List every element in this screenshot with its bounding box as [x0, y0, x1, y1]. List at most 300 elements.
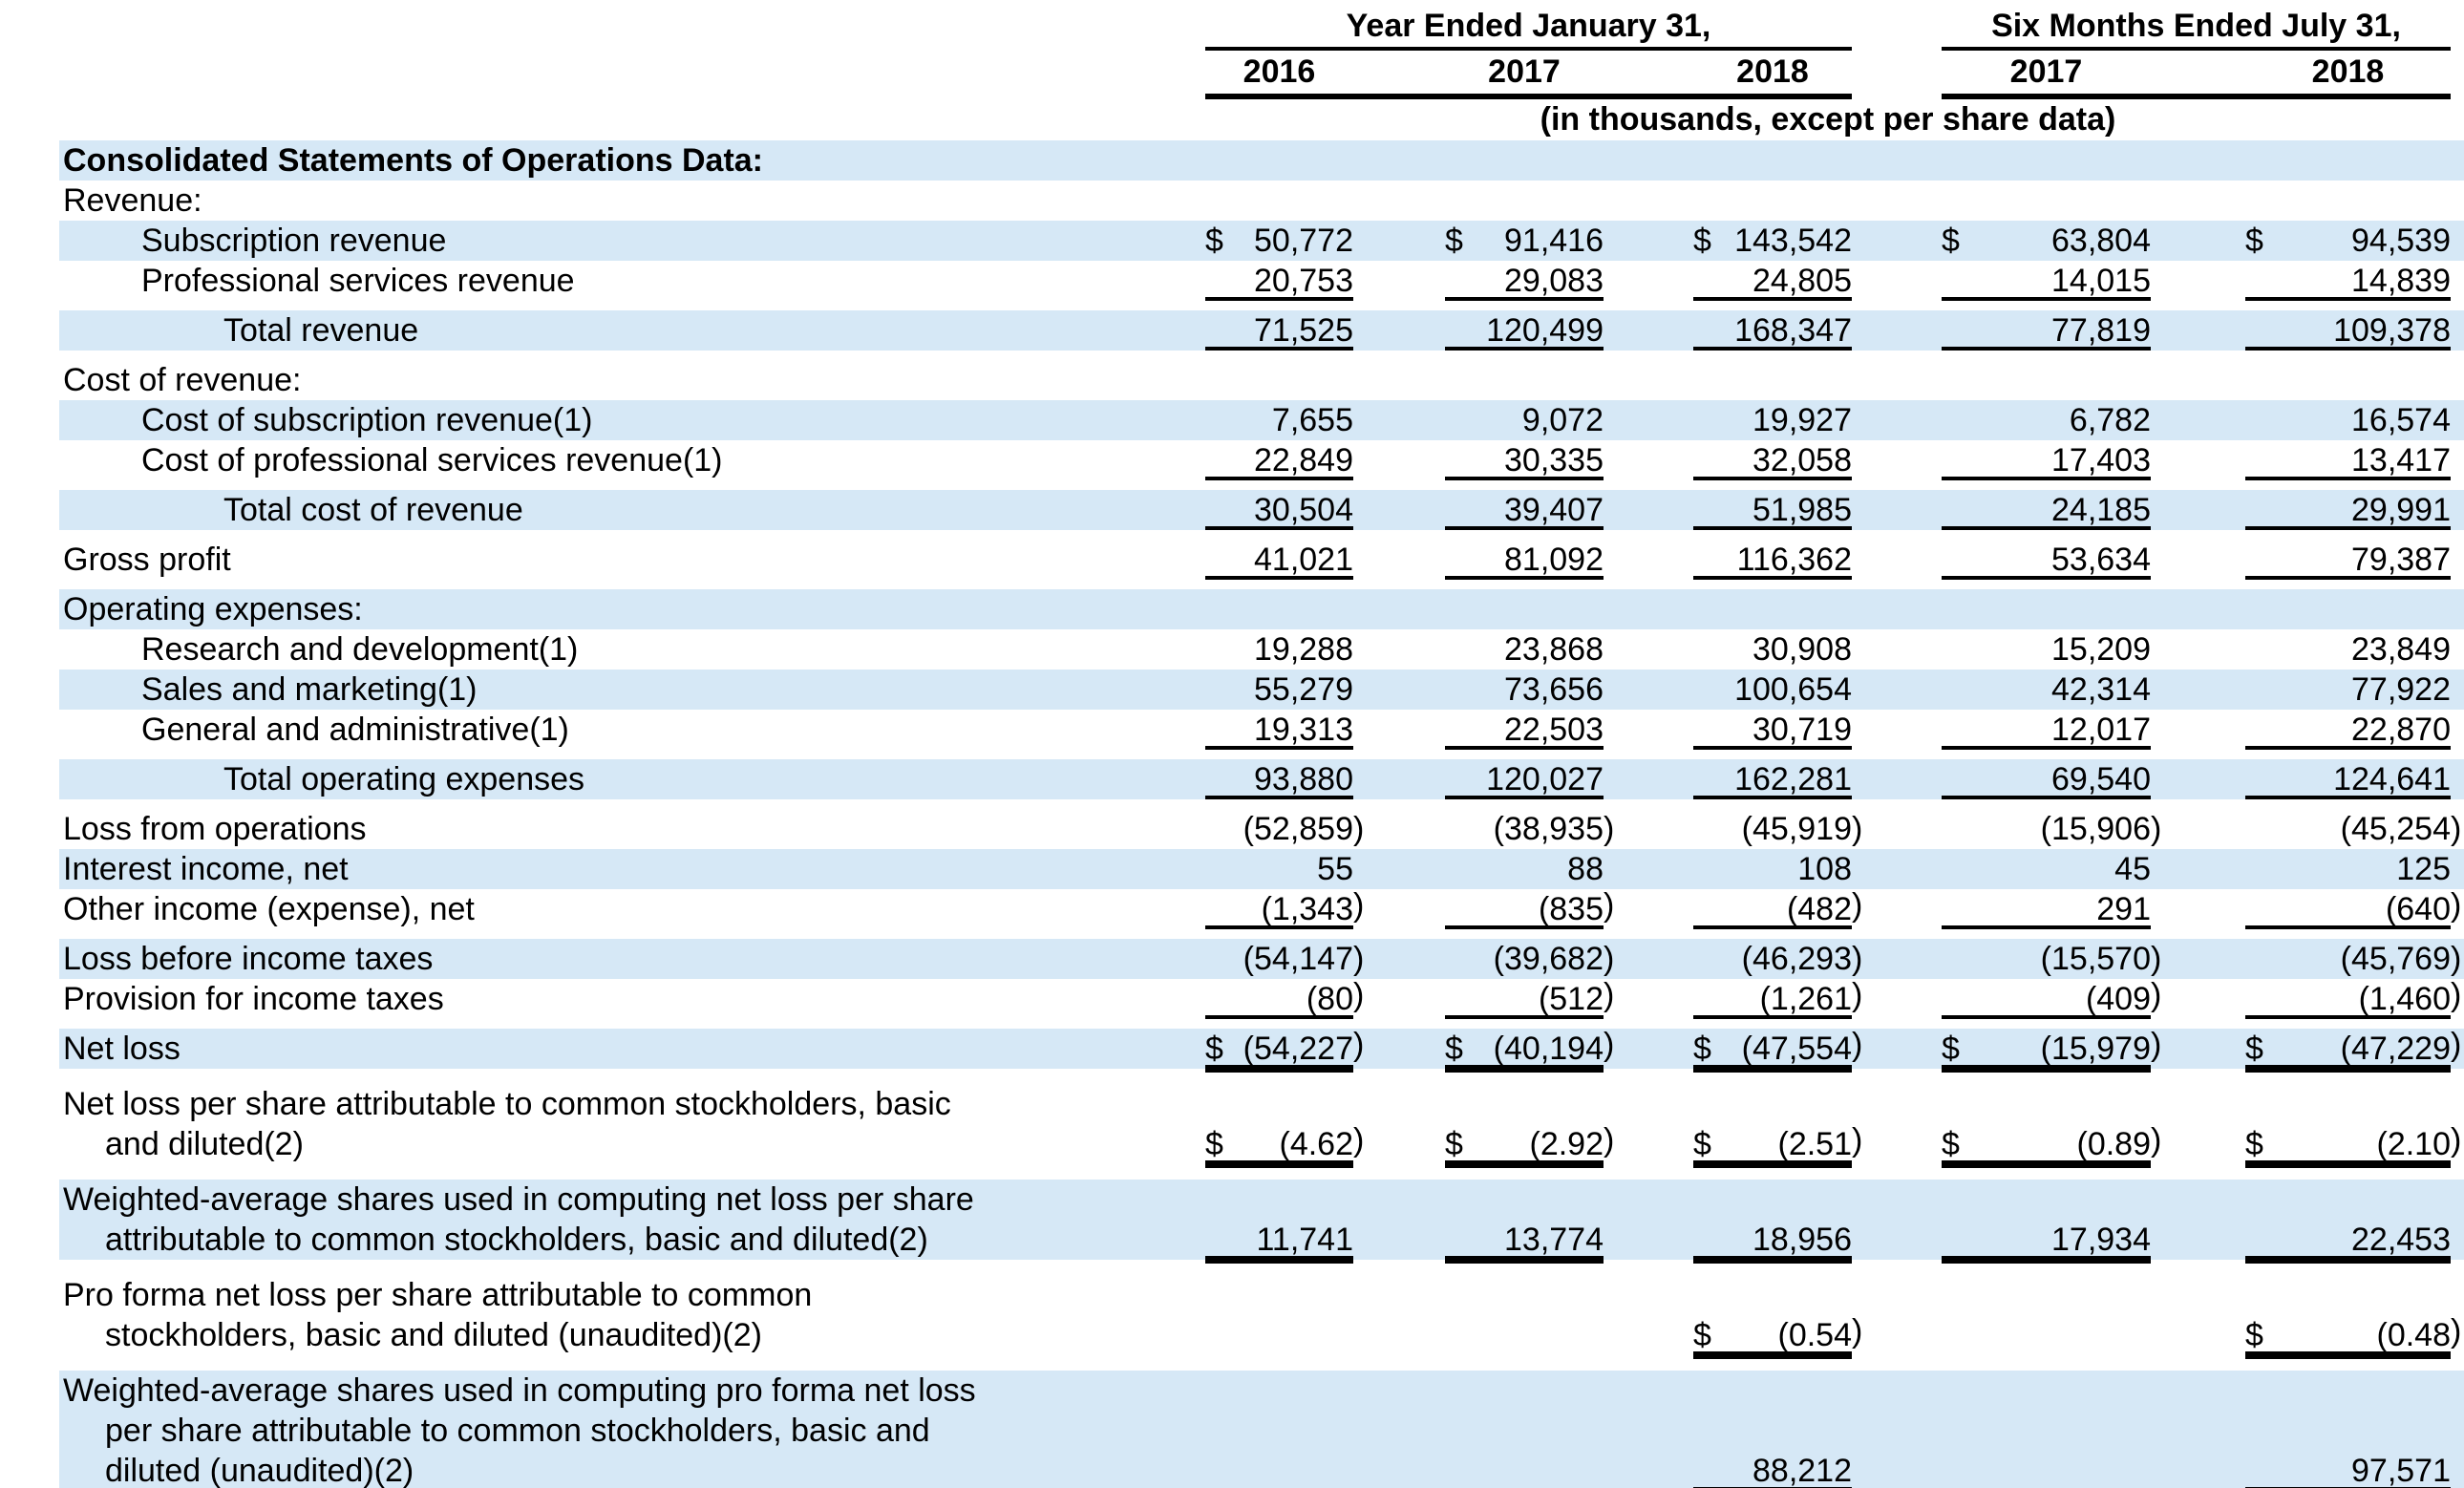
cell-value: 125 [2396, 851, 2451, 887]
value-cell [1942, 759, 2151, 799]
column-year-header: 2018 [2311, 53, 2385, 90]
table-row [59, 360, 2464, 400]
year-headers [1205, 53, 1852, 99]
row-label-line: General and administrative(1) [141, 712, 569, 748]
value-cell [1445, 629, 1604, 670]
cell-paren: ) [1852, 1122, 1863, 1159]
value-cell [2245, 1027, 2462, 1069]
label-column-spacer [59, 8, 1184, 99]
value-cell [1205, 310, 1353, 351]
value-cell [2245, 809, 2462, 849]
cell-value: (45,254 [2340, 811, 2451, 847]
cell-value: 93,880 [1254, 761, 1353, 797]
cell-value: 81,092 [1504, 542, 1604, 578]
value-cell [2245, 759, 2451, 799]
value-cell [2245, 400, 2451, 440]
cell-value: 69,540 [2051, 761, 2151, 797]
table-row [59, 629, 2464, 670]
value-cell [2245, 977, 2462, 1019]
row-label [59, 670, 1184, 710]
cell-value: 291 [2096, 891, 2151, 927]
dollar-sign: $ [1693, 1317, 1711, 1353]
cell-value: 30,719 [1752, 712, 1852, 748]
label-column-spacer [59, 99, 1184, 140]
value-cell [1942, 710, 2151, 750]
cell-value: 16,574 [2351, 402, 2451, 438]
value-cell [1445, 1220, 1604, 1260]
value-cell [1693, 809, 1863, 849]
cell-paren: ) [2451, 811, 2462, 847]
table-row [59, 979, 2464, 1019]
cell-value: (640 [2385, 891, 2451, 927]
row-label-line: Weighted-average shares used in computing pro forma net loss [63, 1372, 976, 1409]
row-label-line: diluted (unaudited)(2) [105, 1453, 414, 1488]
row-label-line: Research and development(1) [141, 631, 579, 668]
dollar-sign: $ [1693, 1126, 1711, 1162]
cell-value: (54,147 [1243, 941, 1353, 977]
dollar-sign: $ [2245, 1317, 2263, 1353]
units-note: (in thousands, except per share data) [1540, 101, 2116, 138]
cell-value: 116,362 [1736, 542, 1852, 578]
cell-value: 30,335 [1504, 442, 1604, 478]
cell-value: (409 [2085, 981, 2151, 1017]
cell-value: 9,072 [1521, 402, 1604, 438]
value-cell [1205, 440, 1353, 480]
cell-value: 29,083 [1504, 263, 1604, 299]
value-cell [2245, 221, 2451, 261]
dollar-sign: $ [2245, 1031, 2263, 1067]
cell-value: 77,922 [2351, 671, 2451, 708]
cell-value: 22,870 [2351, 712, 2451, 748]
table-header-groups [59, 8, 2464, 99]
value-cell [1693, 670, 1852, 710]
value-cell [1942, 540, 2151, 580]
value-cell [1942, 670, 2151, 710]
value-cell [1445, 759, 1604, 799]
cell-paren: ) [2451, 1027, 2462, 1063]
table-row [59, 140, 2464, 181]
row-label-line: and diluted(2) [105, 1126, 304, 1162]
table-body [40, 140, 2464, 1488]
row-label [59, 589, 1184, 629]
row-label [59, 221, 1184, 261]
cell-value: (52,859 [1243, 811, 1353, 847]
value-cell [1693, 360, 1852, 400]
value-cell [1942, 849, 2151, 889]
cell-paren: ) [1852, 811, 1863, 847]
value-cell [1942, 221, 2151, 261]
cell-value: 13,774 [1504, 1222, 1604, 1258]
table-row [59, 261, 2464, 301]
value-cell [1942, 977, 2162, 1019]
cell-paren: ) [2151, 977, 2162, 1013]
cell-paren: ) [1852, 941, 1863, 977]
year-headers [1942, 53, 2451, 99]
value-cell [1445, 809, 1615, 849]
table-row [59, 1084, 2464, 1164]
cell-value: 14,839 [2351, 263, 2451, 299]
value-cell [1205, 360, 1353, 400]
table-row [59, 759, 2464, 799]
value-cell [1205, 939, 1365, 979]
value-cell [1693, 440, 1852, 480]
cell-value: 17,934 [2051, 1222, 2151, 1258]
value-cell [1205, 181, 1353, 221]
cell-value: 22,503 [1504, 712, 1604, 748]
cell-value: 41,021 [1254, 542, 1353, 578]
value-cell [1693, 540, 1852, 580]
cell-value: (39,682 [1493, 941, 1604, 977]
dollar-sign: $ [1205, 223, 1223, 259]
cell-value: (45,919 [1741, 811, 1852, 847]
cell-value: 30,504 [1254, 492, 1353, 528]
row-label-line: Loss before income taxes [63, 941, 434, 977]
row-label-line: Net loss [63, 1031, 181, 1067]
value-cell [1942, 181, 2151, 221]
cell-value: 63,804 [2051, 223, 2151, 259]
value-cell [1693, 490, 1852, 530]
cell-paren: ) [1852, 1027, 1863, 1063]
cell-value: (47,229 [2340, 1031, 2451, 1067]
value-cell [2245, 490, 2451, 530]
value-cell [1205, 490, 1353, 530]
cell-value: (4.62 [1279, 1126, 1353, 1162]
value-cell [1942, 440, 2151, 480]
table-row [59, 400, 2464, 440]
column-year-header: 2017 [1488, 53, 1561, 90]
row-label [59, 440, 1184, 480]
value-cell [1693, 181, 1852, 221]
value-cell [1445, 440, 1604, 480]
table-row [59, 889, 2464, 929]
value-cell [2245, 629, 2451, 670]
value-cell [1205, 710, 1353, 750]
cell-value: (482 [1786, 891, 1852, 927]
cell-value: 18,956 [1752, 1222, 1852, 1258]
cell-value: 19,927 [1752, 402, 1852, 438]
value-cell [1205, 849, 1353, 889]
value-cell [1445, 849, 1604, 889]
cell-paren: ) [1353, 887, 1365, 924]
row-label [59, 1180, 1184, 1260]
row-label [59, 759, 1184, 799]
table-row [59, 589, 2464, 629]
value-cell [1693, 1122, 1863, 1164]
dollar-sign: $ [1942, 223, 1960, 259]
cell-value: 100,654 [1734, 671, 1852, 708]
cell-value: 168,347 [1734, 312, 1852, 349]
table-row [59, 181, 2464, 221]
row-label [59, 1084, 1184, 1164]
cell-value: 24,185 [2051, 492, 2151, 528]
cell-value: 51,985 [1752, 492, 1852, 528]
value-cell [1205, 629, 1353, 670]
value-cell [1445, 939, 1615, 979]
cell-paren: ) [2151, 1122, 2162, 1159]
cell-paren: ) [2451, 887, 2462, 924]
table-row [59, 490, 2464, 530]
value-cell [1942, 140, 2151, 181]
table-row [59, 221, 2464, 261]
row-label-line: Revenue: [63, 182, 202, 219]
value-cell [1693, 589, 1852, 629]
value-cell [1445, 1122, 1615, 1164]
value-cell [1205, 1122, 1365, 1164]
cell-value: 7,655 [1271, 402, 1353, 438]
cell-value: 30,908 [1752, 631, 1852, 668]
cell-value: 94,539 [2351, 223, 2451, 259]
dollar-sign: $ [1445, 1126, 1463, 1162]
cell-value: 50,772 [1254, 223, 1353, 259]
cell-paren: ) [1604, 941, 1615, 977]
cell-value: 32,058 [1752, 442, 1852, 478]
value-cell [1445, 221, 1604, 261]
row-label [59, 400, 1184, 440]
value-cell [2245, 1451, 2451, 1488]
cell-value: 22,849 [1254, 442, 1353, 478]
value-cell [1693, 939, 1863, 979]
table-row [59, 1371, 2464, 1488]
table-row [59, 849, 2464, 889]
value-cell [2245, 1220, 2451, 1260]
cell-value: 39,407 [1504, 492, 1604, 528]
cell-value: 22,453 [2351, 1222, 2451, 1258]
cell-value: (45,769 [2340, 941, 2451, 977]
cell-paren: ) [1353, 1027, 1365, 1063]
value-cell [1445, 400, 1604, 440]
value-cell [1445, 360, 1604, 400]
cell-value: (2.92 [1529, 1126, 1604, 1162]
row-label-line: Gross profit [63, 542, 231, 578]
cell-value: 55 [1317, 851, 1353, 887]
cell-value: 15,209 [2051, 631, 2151, 668]
cell-value: (2.51 [1777, 1126, 1852, 1162]
value-cell [1445, 1451, 1604, 1488]
value-cell [1445, 1027, 1615, 1069]
value-cell [1205, 540, 1353, 580]
cell-value: 23,868 [1504, 631, 1604, 668]
cell-paren: ) [1852, 977, 1863, 1013]
cell-value: (15,570 [2040, 941, 2151, 977]
table-row [59, 440, 2464, 480]
value-cell [1693, 221, 1852, 261]
table-row [59, 939, 2464, 979]
row-label-line: stockholders, basic and diluted (unaudited)(2) [105, 1317, 762, 1353]
value-cell [1205, 400, 1353, 440]
column-year-header: 2016 [1243, 53, 1316, 90]
row-label-line: Total cost of revenue [223, 492, 523, 528]
value-cell [1942, 310, 2151, 351]
cell-value: (40,194 [1493, 1031, 1604, 1067]
value-cell [1693, 1313, 1863, 1355]
value-cell [1445, 181, 1604, 221]
cell-value: 124,641 [2333, 761, 2451, 797]
row-label [59, 710, 1184, 750]
row-label-line: Total revenue [223, 312, 419, 349]
cell-value: (80 [1306, 981, 1353, 1017]
value-cell [1942, 1027, 2162, 1069]
cell-value: (512 [1538, 981, 1604, 1017]
cell-paren: ) [1604, 811, 1615, 847]
cell-value: 143,542 [1734, 223, 1852, 259]
units-note-row [59, 99, 2464, 140]
value-cell [2245, 589, 2451, 629]
row-label-line: Sales and marketing(1) [141, 671, 478, 708]
row-label [59, 1029, 1184, 1069]
cell-value: 11,741 [1256, 1222, 1353, 1258]
column-groups [1205, 8, 2451, 99]
value-cell [2245, 140, 2451, 181]
value-cell [1942, 889, 2151, 929]
value-cell [2245, 710, 2451, 750]
row-label-line: Subscription revenue [141, 223, 447, 259]
value-cell [1445, 261, 1604, 301]
cell-value: 120,027 [1486, 761, 1604, 797]
row-label-line: Pro forma net loss per share attributable to common [63, 1277, 813, 1313]
value-cell [1942, 589, 2151, 629]
value-cell [2245, 310, 2451, 351]
cell-value: (0.54 [1777, 1317, 1852, 1353]
value-cell [2245, 540, 2451, 580]
value-cell [2245, 440, 2451, 480]
value-cell [1693, 261, 1852, 301]
row-label [59, 629, 1184, 670]
value-cell [1445, 490, 1604, 530]
table-row [59, 1275, 2464, 1355]
value-cell [2245, 887, 2462, 929]
value-cell [1693, 759, 1852, 799]
table-row [59, 310, 2464, 351]
cell-value: 29,991 [2351, 492, 2451, 528]
cell-paren: ) [2151, 811, 2162, 847]
cell-value: 120,499 [1486, 312, 1604, 349]
cell-paren: ) [1353, 941, 1365, 977]
value-cell [2245, 1122, 2462, 1164]
cell-value: 97,571 [2351, 1453, 2451, 1488]
cell-value: (47,554 [1741, 1031, 1852, 1067]
cell-value: 12,017 [2051, 712, 2151, 748]
table-row [59, 670, 2464, 710]
row-label-line: per share attributable to common stockholders, basic and [105, 1413, 930, 1449]
value-cell [1693, 849, 1852, 889]
value-cell [2245, 670, 2451, 710]
value-cell [1693, 629, 1852, 670]
dollar-sign: $ [1445, 1031, 1463, 1067]
value-cell [1693, 400, 1852, 440]
cell-value: 45 [2114, 851, 2151, 887]
dollar-sign: $ [2245, 1126, 2263, 1162]
value-cell [1205, 887, 1365, 929]
cell-value: 13,417 [2351, 442, 2451, 478]
row-label-line: Interest income, net [63, 851, 349, 887]
value-cell [1205, 1451, 1353, 1488]
value-cell [1942, 1122, 2162, 1164]
cell-value: 24,805 [1752, 263, 1852, 299]
cell-paren: ) [1604, 1122, 1615, 1159]
cell-paren: ) [1604, 1027, 1615, 1063]
value-cell [1205, 809, 1365, 849]
table-row [59, 710, 2464, 750]
row-label [59, 809, 1184, 849]
value-cell [1445, 887, 1615, 929]
row-label-line: Loss from operations [63, 811, 367, 847]
value-cell [2245, 849, 2451, 889]
cell-value: 20,753 [1254, 263, 1353, 299]
row-label [59, 889, 1184, 929]
row-label [59, 540, 1184, 580]
value-cell [1693, 887, 1863, 929]
cell-paren: ) [2451, 977, 2462, 1013]
cell-value: 88,212 [1752, 1453, 1852, 1488]
value-cell [1942, 261, 2151, 301]
row-label [59, 310, 1184, 351]
row-label [59, 490, 1184, 530]
dollar-sign: $ [1445, 223, 1463, 259]
row-label-line: Cost of revenue: [63, 362, 302, 398]
value-cell [1205, 221, 1353, 261]
value-cell [1205, 1027, 1365, 1069]
cell-value: (1,460 [2358, 981, 2451, 1017]
value-cell [2245, 360, 2451, 400]
value-cell [1693, 140, 1852, 181]
row-label-line: Provision for income taxes [63, 981, 444, 1017]
cell-value: (1,261 [1759, 981, 1852, 1017]
column-group-year-ended [1205, 8, 1852, 99]
value-cell [2245, 1313, 2462, 1355]
row-label-line: Operating expenses: [63, 591, 363, 627]
row-label [59, 181, 1184, 221]
cell-value: 53,634 [2051, 542, 2151, 578]
cell-value: (835 [1538, 891, 1604, 927]
column-group-six-months [1942, 8, 2451, 99]
cell-value: 109,378 [2333, 312, 2451, 349]
dollar-sign: $ [1942, 1031, 1960, 1067]
row-label [59, 979, 1184, 1019]
cell-value: 17,403 [2051, 442, 2151, 478]
value-cell [1942, 1315, 2151, 1355]
cell-paren: ) [2451, 1313, 2462, 1350]
cell-value: (15,906 [2040, 811, 2151, 847]
row-label-line: attributable to common stockholders, basic and diluted(2) [105, 1222, 928, 1258]
value-cell [1942, 629, 2151, 670]
row-label [59, 939, 1184, 979]
cell-value: (1,343 [1261, 891, 1353, 927]
value-cell [1693, 710, 1852, 750]
value-cell [1942, 939, 2162, 979]
dollar-sign: $ [1942, 1126, 1960, 1162]
row-label-line: Consolidated Statements of Operations Data: [63, 142, 763, 179]
value-cell [1942, 1451, 2151, 1488]
cell-value: 19,288 [1254, 631, 1353, 668]
row-label-line: Other income (expense), net [63, 891, 475, 927]
cell-value: (2.10 [2376, 1126, 2451, 1162]
cell-paren: ) [1353, 811, 1365, 847]
value-cell [1205, 1220, 1353, 1260]
value-cell [1942, 809, 2162, 849]
value-cell [1205, 140, 1353, 181]
column-group-label: Six Months Ended July 31, [1942, 8, 2451, 51]
row-label [59, 1371, 1184, 1488]
value-cell [1445, 589, 1604, 629]
cell-paren: ) [2451, 941, 2462, 977]
cell-value: 14,015 [2051, 263, 2151, 299]
value-cell [1445, 670, 1604, 710]
row-label-line: Total operating expenses [223, 761, 585, 797]
cell-value: (0.89 [2076, 1126, 2151, 1162]
row-label [59, 360, 1184, 400]
cell-paren: ) [2451, 1122, 2462, 1159]
row-label-line: Professional services revenue [141, 263, 575, 299]
